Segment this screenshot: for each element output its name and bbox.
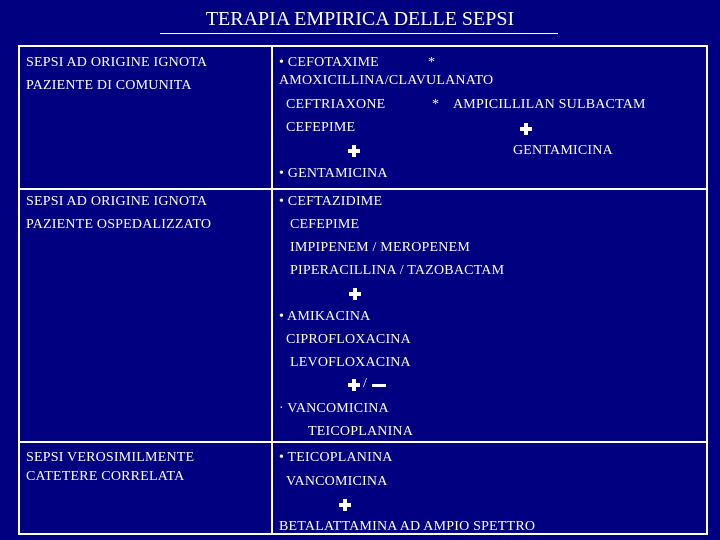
row2-therapy-cefepime: CEFEPIME: [290, 217, 360, 232]
row1-star-2: *: [432, 97, 440, 112]
row2-therapy-teicoplanina: TEICOPLANINA: [308, 424, 414, 439]
row2-category-line2: PAZIENTE OSPEDALIZZATO: [26, 217, 212, 232]
row1-star-1: *: [428, 55, 436, 70]
plus-icon: [348, 145, 360, 157]
row3-category-line2: CATETERE CORRELATA: [26, 469, 185, 484]
row-divider-1: [20, 188, 706, 190]
title-underline: [160, 33, 558, 34]
therapy-table: [18, 45, 708, 535]
plus-icon: [348, 379, 360, 391]
row1-therapy-gentamicina-right: GENTAMICINA: [513, 143, 613, 158]
minus-icon: [372, 384, 386, 387]
row1-category-line2: PAZIENTE DI COMUNITA: [26, 78, 192, 93]
row2-therapy-levofloxacina: LEVOFLOXACINA: [290, 355, 411, 370]
row1-therapy-ceftriaxone: CEFTRIAXONE: [286, 97, 386, 112]
row2-category-line1: SEPSI AD ORIGINE IGNOTA: [26, 194, 208, 209]
plus-icon: [339, 499, 351, 511]
row2-therapy-piperacillina: PIPERACILLINA / TAZOBACTAM: [290, 263, 505, 278]
row3-therapy-teicoplanina: • TEICOPLANINA: [279, 450, 393, 465]
row-divider-2: [20, 441, 706, 443]
row1-category-line1: SEPSI AD ORIGINE IGNOTA: [26, 55, 208, 70]
row1-therapy-amoxicillina: AMOXICILLINA/CLAVULANATO: [279, 73, 494, 88]
row2-therapy-imipenem: IMPIPENEM / MEROPENEM: [290, 240, 470, 255]
row1-therapy-gentamicina: • GENTAMICINA: [279, 166, 388, 181]
row3-category-line1: SEPSI VEROSIMILMENTE: [26, 450, 195, 465]
page-title: TERAPIA EMPIRICA DELLE SEPSI: [205, 8, 515, 30]
row2-therapy-vancomicina: · VANCOMICINA: [279, 401, 389, 416]
row3-therapy-vancomicina: VANCOMICINA: [286, 474, 388, 489]
plus-icon: [520, 123, 532, 135]
column-divider: [271, 47, 273, 533]
row3-therapy-betalattamina: BETALATTAMINA AD AMPIO SPETTRO: [279, 519, 536, 534]
slash-separator: /: [363, 376, 367, 391]
row2-therapy-ciprofloxacina: CIPROFLOXACINA: [286, 332, 411, 347]
row1-therapy-cefepime: CEFEPIME: [286, 120, 356, 135]
plus-icon: [349, 288, 361, 300]
row1-therapy-ampicillina: AMPICILLILAN SULBACTAM: [453, 97, 646, 112]
row1-therapy-cefotaxime: • CEFOTAXIME: [279, 55, 379, 70]
row2-therapy-amikacina: • AMIKACINA: [279, 309, 371, 324]
row2-therapy-ceftazidime: • CEFTAZIDIME: [279, 194, 383, 209]
